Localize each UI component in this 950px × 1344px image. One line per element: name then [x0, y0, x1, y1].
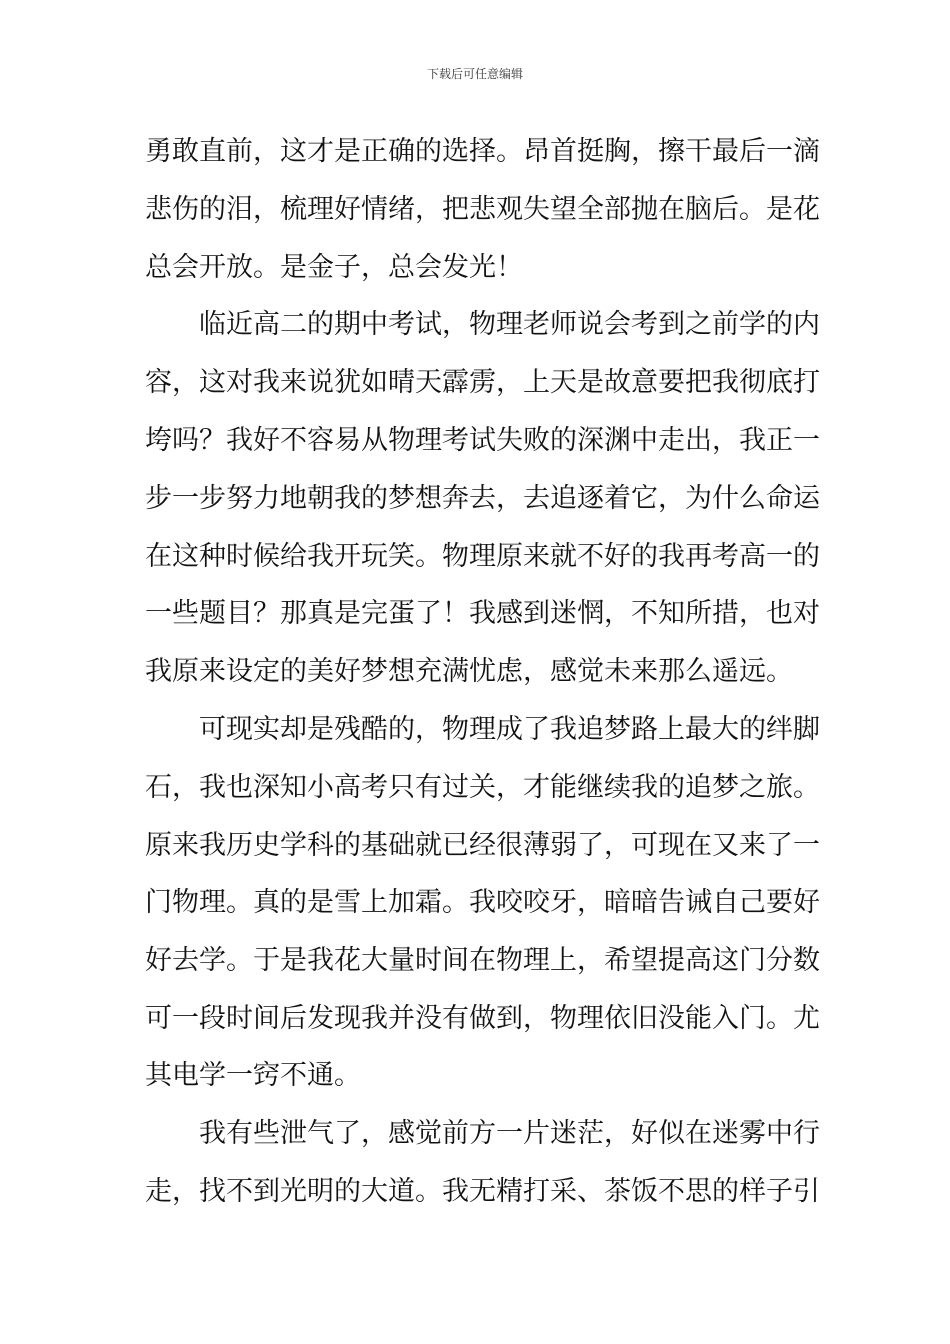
text-line: 一些题目？那真是完蛋了！我感到迷惘，不知所措，也对: [145, 598, 820, 629]
text-line: 可一段时间后发现我并没有做到，物理依旧没能入门。尤: [145, 1003, 820, 1034]
text-line: 步一步努力地朝我的梦想奔去，去追逐着它，为什么命运: [145, 483, 820, 514]
text-line: 在这种时候给我开玩笑。物理原来就不好的我再考高一的: [145, 541, 820, 572]
text-line: 好去学。于是我花大量时间在物理上，希望提高这门分数: [145, 945, 820, 976]
text-line: 走，找不到光明的大道。我无精打采、茶饭不思的样子引: [145, 1176, 820, 1207]
text-line: 我有些泄气了，感觉前方一片迷茫，好似在迷雾中行: [145, 1118, 820, 1149]
text-line: 其电学一窍不通。: [145, 1060, 361, 1091]
text-line: 门物理。真的是雪上加霜。我咬咬牙，暗暗告诫自己要好: [145, 887, 820, 918]
text-line: 石，我也深知小高考只有过关，才能继续我的追梦之旅。: [145, 772, 820, 803]
text-line: 勇敢直前，这才是正确的选择。昂首挺胸，擦干最后一滴: [145, 136, 820, 167]
text-line: 总会开放。是金子，总会发光！: [145, 252, 523, 283]
text-line: 垮吗？我好不容易从物理考试失败的深渊中走出，我正一: [145, 425, 820, 456]
page-header: 下载后可任意编辑: [426, 67, 523, 81]
text-line: 原来我历史学科的基础就已经很薄弱了，可现在又来了一: [145, 830, 820, 861]
text-line: 悲伤的泪，梳理好情绪，把悲观失望全部抛在脑后。是花: [145, 194, 820, 225]
text-line: 我原来设定的美好梦想充满忧虑，感觉未来那么遥远。: [145, 656, 793, 687]
text-line: 临近高二的期中考试，物理老师说会考到之前学的内: [145, 309, 820, 340]
text-line: 可现实却是残酷的，物理成了我追梦路上最大的绊脚: [145, 714, 820, 745]
text-line: 容，这对我来说犹如晴天霹雳，上天是故意要把我彻底打: [145, 367, 820, 398]
